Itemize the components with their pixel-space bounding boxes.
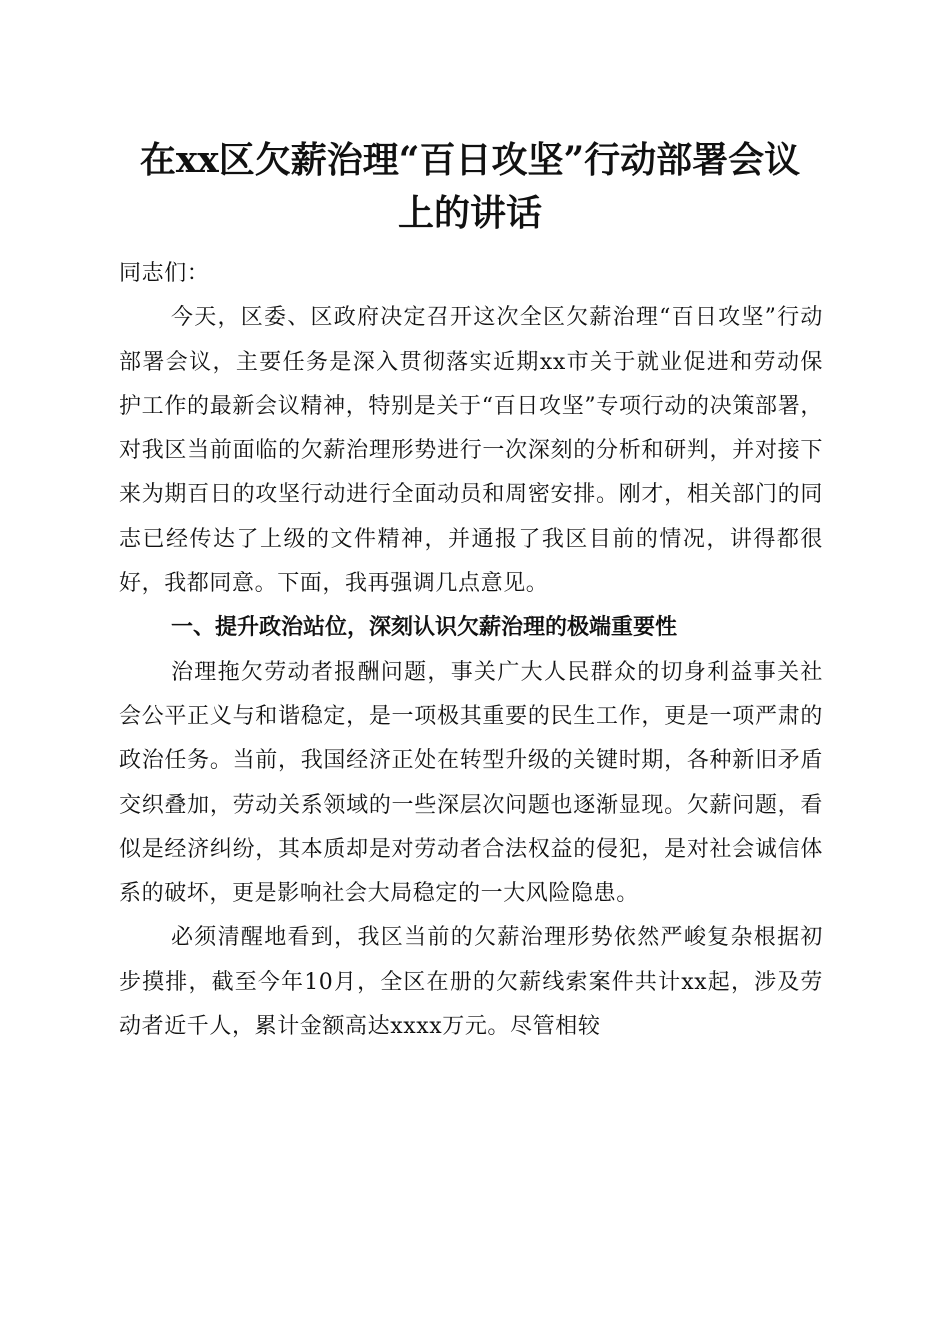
document-body [119,252,823,1049]
salutation: 同志们： [119,261,210,286]
section-heading-1: 一、提升政治站位，深刻认识欠薪治理的极端重要性 [171,615,678,641]
paragraph-opening: 今天，区委、区政府决定召开这次全区欠薪治理“百日攻坚”行动部署会议，主要任务是深入贯彻落实近期xx市关于就业促进和劳动保护工作的最新会议精神，特别是关于“百日攻坚”专项行动的决策部署，对我区当前面临的欠薪治理形势进行一次深刻的分析和研判，并对接下来为期百日的攻坚行动进行全面动员和周密安排。刚才，相关部门的同志已经传达了上级的文件精神，并通报了我区目前的情况，讲得都很好，我都同意。下面，我再强调几点意见。 [119,305,823,597]
paragraph-importance: 治理拖欠劳动者报酬问题，事关广大人民群众的切身利益事关社会公平正义与和谐稳定，是一项极其重要的民生工作，更是一项严肃的政治任务。当前，我国经济正处在转型升级的关键时期，各种新旧矛盾交织叠加，劳动关系领域的一些深层次问题也逐渐显现。欠薪问题，看似是经济纠纷，其本质却是对劳动者合法权益的侵犯，是对社会诚信体系的破坏，更是影响社会大局稳定的一大风险隐患。 [119,659,823,907]
document-title [100,134,840,240]
title-line-1: 在xx区欠薪治理“百日攻坚”行动部署会议 [139,139,801,181]
paragraph-situation: 必须清醒地看到，我区当前的欠薪治理形势依然严峻复杂根据初步摸排，截至今年10月，全区在册的欠薪线索案件共计xx起，涉及劳动者近千人，累计金额高达xxxx万元。尽管相较 [119,925,823,1040]
title-line-2: 上的讲话 [397,192,542,234]
